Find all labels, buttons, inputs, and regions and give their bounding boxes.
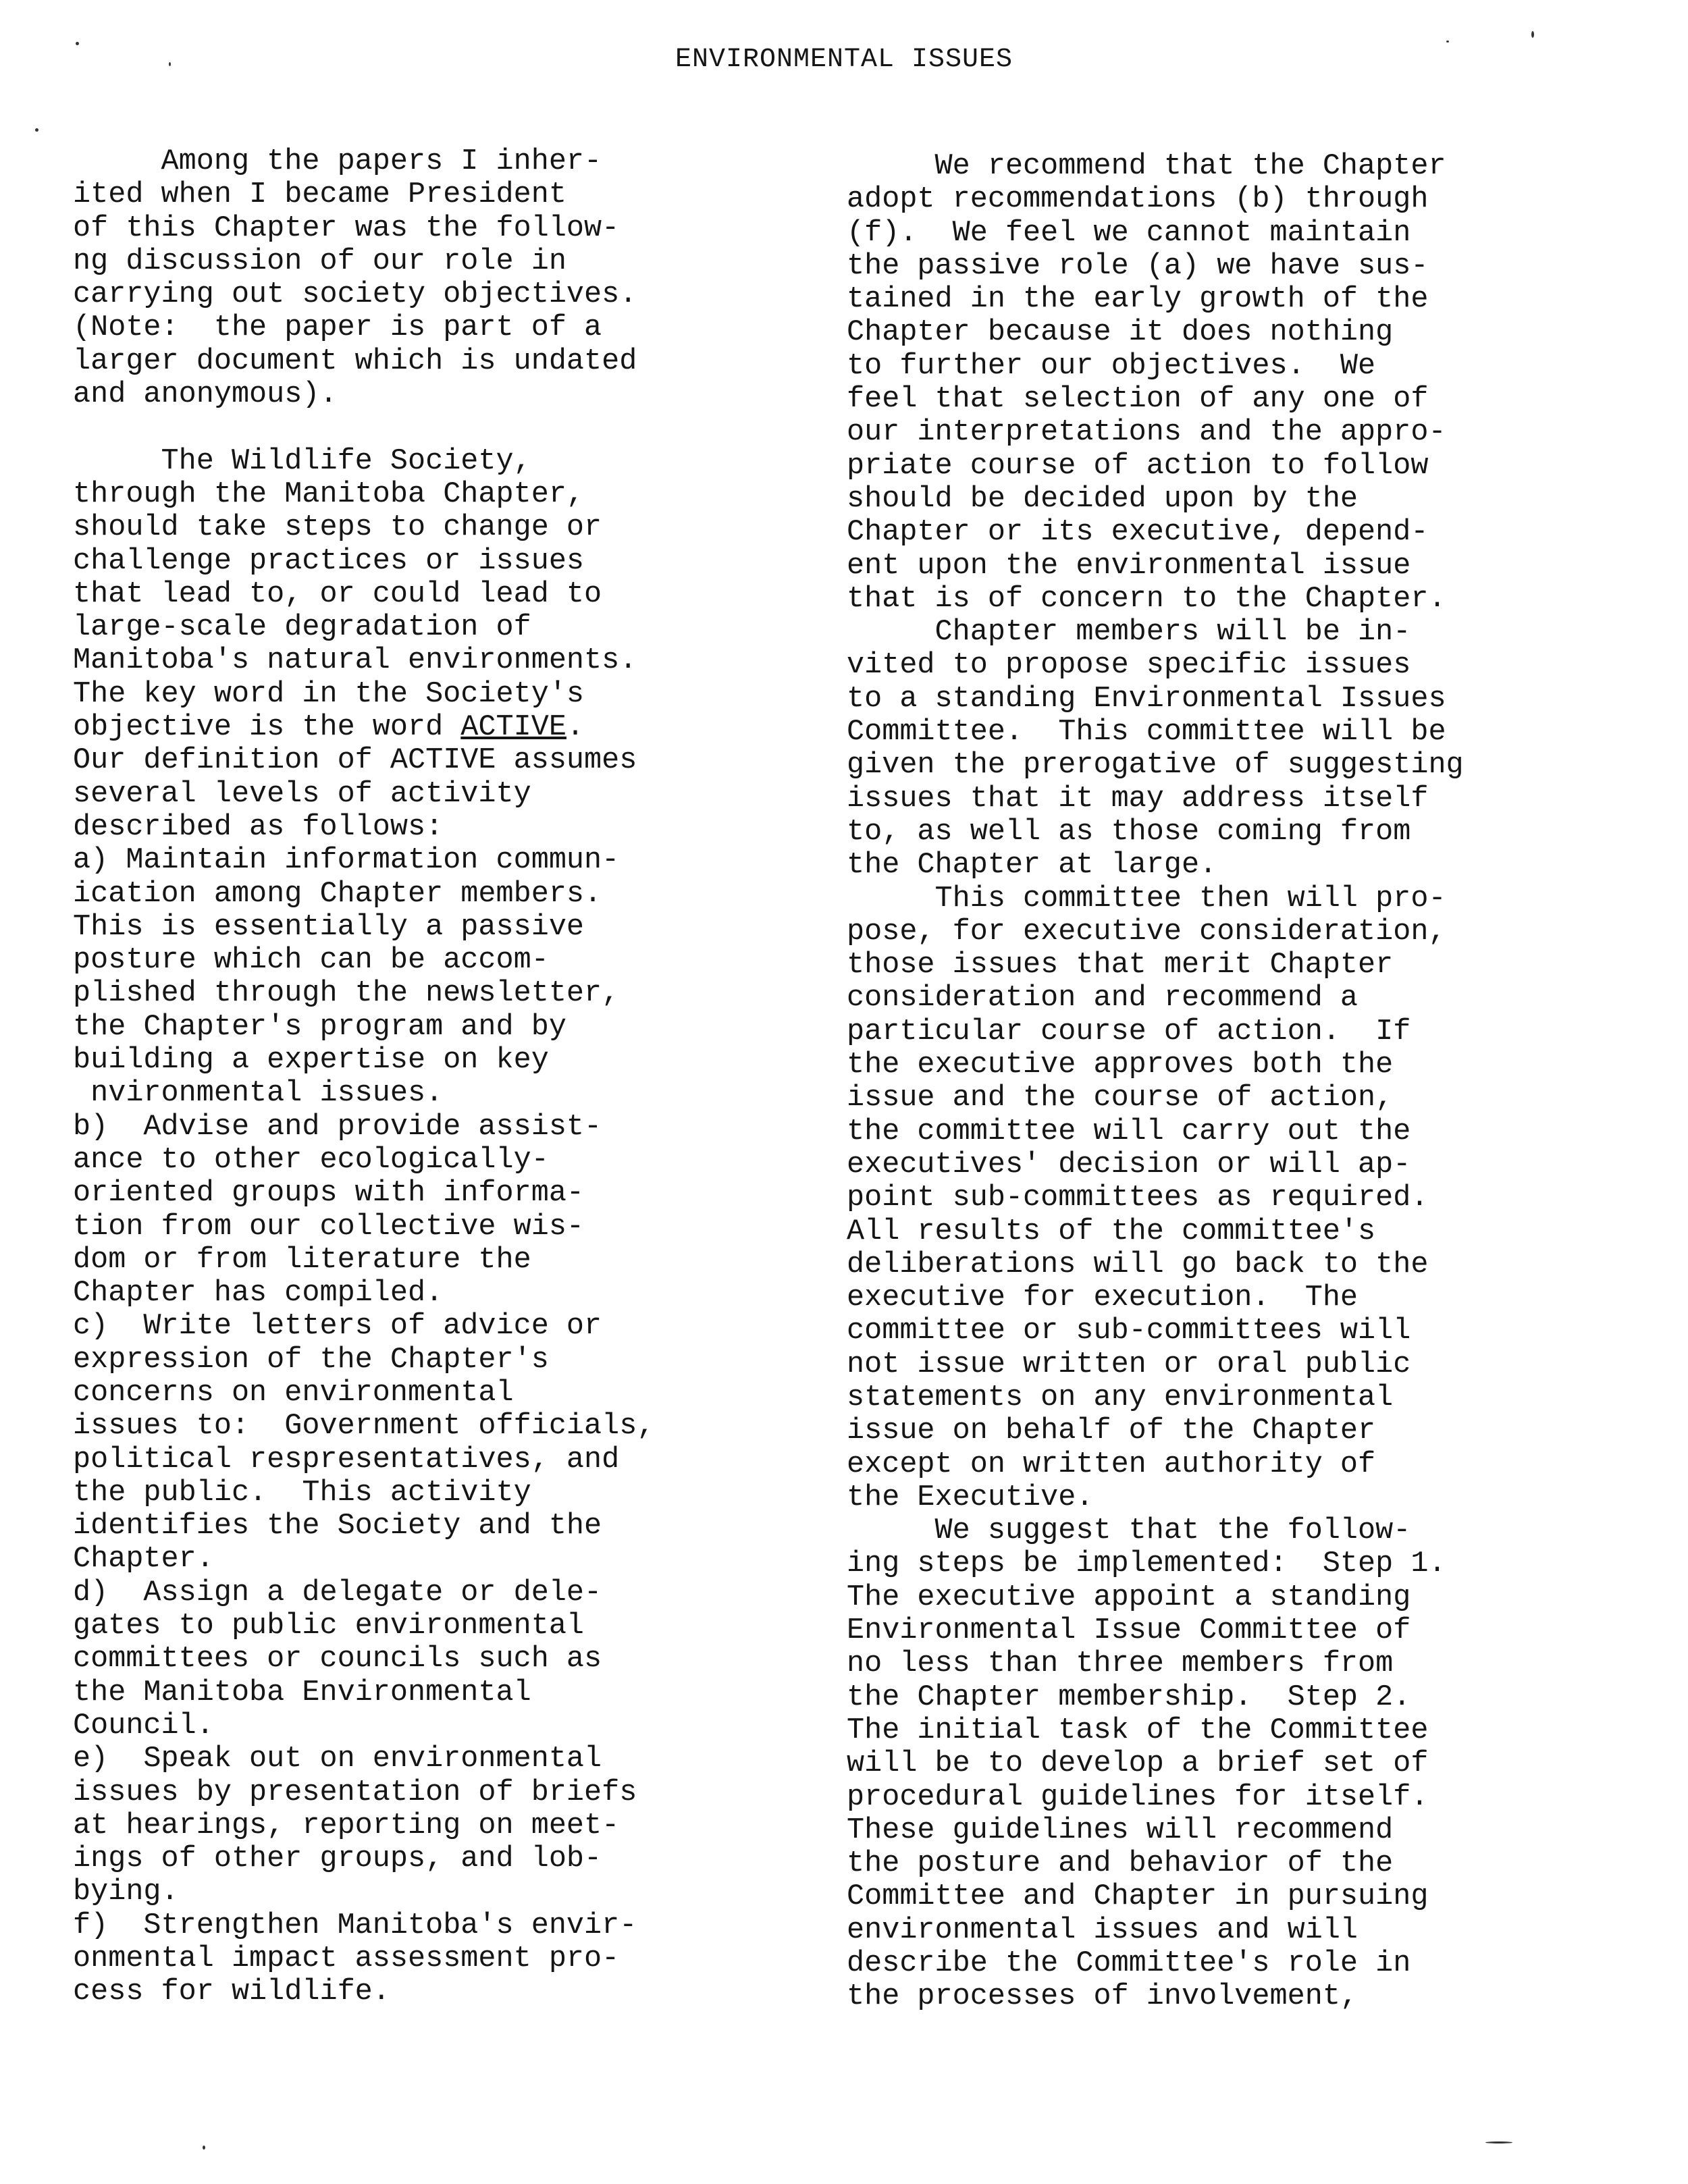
text-line: political respresentatives, and	[73, 1443, 620, 1476]
text-line: ance to other ecologically-	[73, 1143, 549, 1177]
text-line: will be to develop a brief set of	[847, 1747, 1429, 1781]
text-line: that lead to, or could lead to	[73, 577, 602, 611]
text-line: ent upon the environmental issue	[847, 549, 1411, 583]
text-line: Chapter has compiled.	[73, 1277, 444, 1310]
text-line: f) Strengthen Manitoba's envir-	[73, 1909, 637, 1942]
text-line: deliberations will go back to the	[847, 1248, 1429, 1281]
text-line: to a standing Environmental Issues	[847, 682, 1446, 716]
text-line: not issue written or oral public	[847, 1348, 1411, 1381]
right-text-column	[847, 150, 1464, 2014]
text-line: issues by presentation of briefs	[73, 1776, 637, 1809]
text-line: no less than three members from	[847, 1647, 1394, 1681]
text-line: Chapter because it does nothing	[847, 316, 1394, 350]
scan-speck	[76, 42, 79, 45]
text-line: building a expertise on key	[73, 1044, 549, 1077]
text-line: Chapter or its executive, depend-	[847, 516, 1429, 550]
text-line: feel that selection of any one of	[847, 383, 1429, 417]
text-line: Council.	[73, 1709, 214, 1742]
text-line: e) Speak out on environmental	[73, 1742, 602, 1776]
text-line: Manitoba's natural environments.	[73, 644, 637, 678]
text-line: The Wildlife Society,	[73, 444, 531, 478]
text-line: executives' decision or will ap-	[847, 1148, 1411, 1181]
text-line: ng discussion of our role in	[73, 244, 566, 278]
text-line: those issues that merit Chapter	[847, 949, 1394, 982]
text-line: the committee will carry out the	[847, 1115, 1411, 1148]
text-line: (Note: the paper is part of a	[73, 311, 602, 345]
left-text-column	[73, 145, 654, 2009]
page-title: ENVIRONMENTAL ISSUES	[675, 45, 1013, 75]
text-line: of this Chapter was the follow-	[73, 211, 620, 245]
text-line: large-scale degradation of	[73, 611, 531, 645]
text-line: priate course of action to follow	[847, 449, 1429, 483]
text-line: tained in the early growth of the	[847, 283, 1429, 317]
text-line: adopt recommendations (b) through	[847, 183, 1429, 217]
text-line: bying.	[73, 1875, 179, 1909]
text-line: ited when I became President	[73, 178, 566, 212]
text-line: to, as well as those coming from	[847, 815, 1411, 849]
text-line: vited to propose specific issues	[847, 649, 1411, 683]
text-line: Our definition of ACTIVE assumes	[73, 744, 637, 778]
text-line: expression of the Chapter's	[73, 1343, 549, 1377]
scan-speck	[203, 2146, 205, 2150]
text-line: the passive role (a) we have sus-	[847, 249, 1429, 283]
text-line: posture which can be accom-	[73, 944, 549, 978]
text-line: given the prerogative of suggesting	[847, 749, 1464, 782]
text-line: This committee then will pro-	[847, 882, 1446, 915]
text-line: ings of other groups, and lob-	[73, 1842, 602, 1876]
text-line: d) Assign a delegate or dele-	[73, 1576, 602, 1609]
text-line: cess for wildlife.	[73, 1975, 390, 2009]
text-line: issues that it may address itself	[847, 782, 1429, 816]
text-line: issue on behalf of the Chapter	[847, 1414, 1376, 1448]
text-line: described as follows:	[73, 810, 444, 844]
scan-speck	[1485, 2141, 1512, 2143]
text-line: consideration and recommend a	[847, 982, 1359, 1015]
text-line: plished through the newsletter,	[73, 977, 620, 1011]
text-line: to further our objectives. We	[847, 349, 1376, 383]
text-line: statements on any environmental	[847, 1381, 1394, 1414]
text-line: (f). We feel we cannot maintain	[847, 216, 1411, 250]
scan-speck	[169, 62, 171, 66]
text-line: Chapter.	[73, 1543, 214, 1576]
text-line: the public. This activity	[73, 1476, 531, 1510]
text-line: onmental impact assessment pro-	[73, 1942, 620, 1976]
text-line: identifies the Society and the	[73, 1510, 602, 1543]
text-line: gates to public environmental	[73, 1609, 585, 1643]
text-line: dom or from literature the	[73, 1243, 531, 1277]
text-line: carrying out society objectives.	[73, 278, 637, 312]
text-line: challenge practices or issues	[73, 544, 585, 578]
text-line: the Chapter's program and by	[73, 1010, 566, 1044]
text-line: issues to: Government officials,	[73, 1410, 655, 1443]
scan-speck	[1446, 41, 1449, 43]
text-line: point sub-committees as required.	[847, 1181, 1429, 1215]
text-line: procedural guidelines for itself.	[847, 1780, 1429, 1814]
text-line: These guidelines will recommend	[847, 1813, 1394, 1847]
text-line: Committee and Chapter in pursuing	[847, 1880, 1429, 1914]
scan-speck	[35, 128, 38, 132]
text-line: The executive appoint a standing	[847, 1580, 1411, 1614]
underlined-word: ACTIVE	[460, 711, 566, 745]
text-line: larger document which is undated	[73, 344, 637, 378]
text-line: and anonymous).	[73, 378, 338, 412]
text-line: a) Maintain information commun-	[73, 844, 620, 878]
text-line: ication among Chapter members.	[73, 877, 602, 911]
text-line: ing steps be implemented: Step 1.	[847, 1547, 1446, 1581]
text-line: c) Write letters of advice or	[73, 1310, 602, 1343]
text-line: the processes of involvement,	[847, 1980, 1359, 2014]
scan-speck	[1531, 31, 1534, 38]
text-line: should be decided upon by the	[847, 482, 1359, 516]
text-line: Committee. This committee will be	[847, 716, 1446, 749]
text-line: Chapter members will be in-	[847, 616, 1411, 649]
text-line: The key word in the Society's	[73, 677, 585, 711]
text-line: We recommend that the Chapter	[847, 150, 1446, 183]
text-line: b) Advise and provide assist-	[73, 1110, 602, 1144]
text-line: Among the papers I inher-	[73, 145, 602, 178]
text-line: Environmental Issue Committee of	[847, 1614, 1411, 1648]
text-line: the Executive.	[847, 1481, 1094, 1514]
text-line: that is of concern to the Chapter.	[847, 582, 1446, 616]
text-line: concerns on environmental	[73, 1376, 514, 1410]
text-line: the executive approves both the	[847, 1048, 1394, 1082]
text-line: executive for execution. The	[847, 1281, 1359, 1315]
text-line: oriented groups with informa-	[73, 1177, 585, 1210]
text-line: pose, for executive consideration,	[847, 915, 1446, 949]
text-line: committees or councils such as	[73, 1643, 602, 1676]
text-line: All results of the committee's	[847, 1215, 1376, 1248]
text-line: our interpretations and the appro-	[847, 416, 1446, 450]
text-line: objective is the word ACTIVE.	[73, 711, 585, 745]
text-line: particular course of action. If	[847, 1015, 1411, 1048]
text-line: tion from our collective wis-	[73, 1210, 585, 1244]
text-line: The initial task of the Committee	[847, 1713, 1429, 1747]
text-line: at hearings, reporting on meet-	[73, 1809, 620, 1842]
text-line: describe the Committee's role in	[847, 1947, 1411, 1981]
text-line	[73, 411, 654, 444]
text-line: should take steps to change or	[73, 511, 602, 545]
text-line: environmental issues and will	[847, 1913, 1359, 1947]
text-line: through the Manitoba Chapter,	[73, 477, 585, 511]
text-line: We suggest that the follow-	[847, 1514, 1411, 1548]
text-line: This is essentially a passive	[73, 910, 585, 944]
text-line: the Chapter at large.	[847, 849, 1217, 882]
text-line: the Chapter membership. Step 2.	[847, 1680, 1411, 1714]
text-line: the posture and behavior of the	[847, 1847, 1394, 1881]
text-line: committee or sub-committees will	[847, 1314, 1411, 1348]
text-line: issue and the course of action,	[847, 1082, 1394, 1115]
text-line: several levels of activity	[73, 777, 531, 811]
text-line: nvironmental issues.	[73, 1077, 444, 1111]
text-line: the Manitoba Environmental	[73, 1676, 531, 1709]
text-line: except on written authority of	[847, 1447, 1376, 1481]
